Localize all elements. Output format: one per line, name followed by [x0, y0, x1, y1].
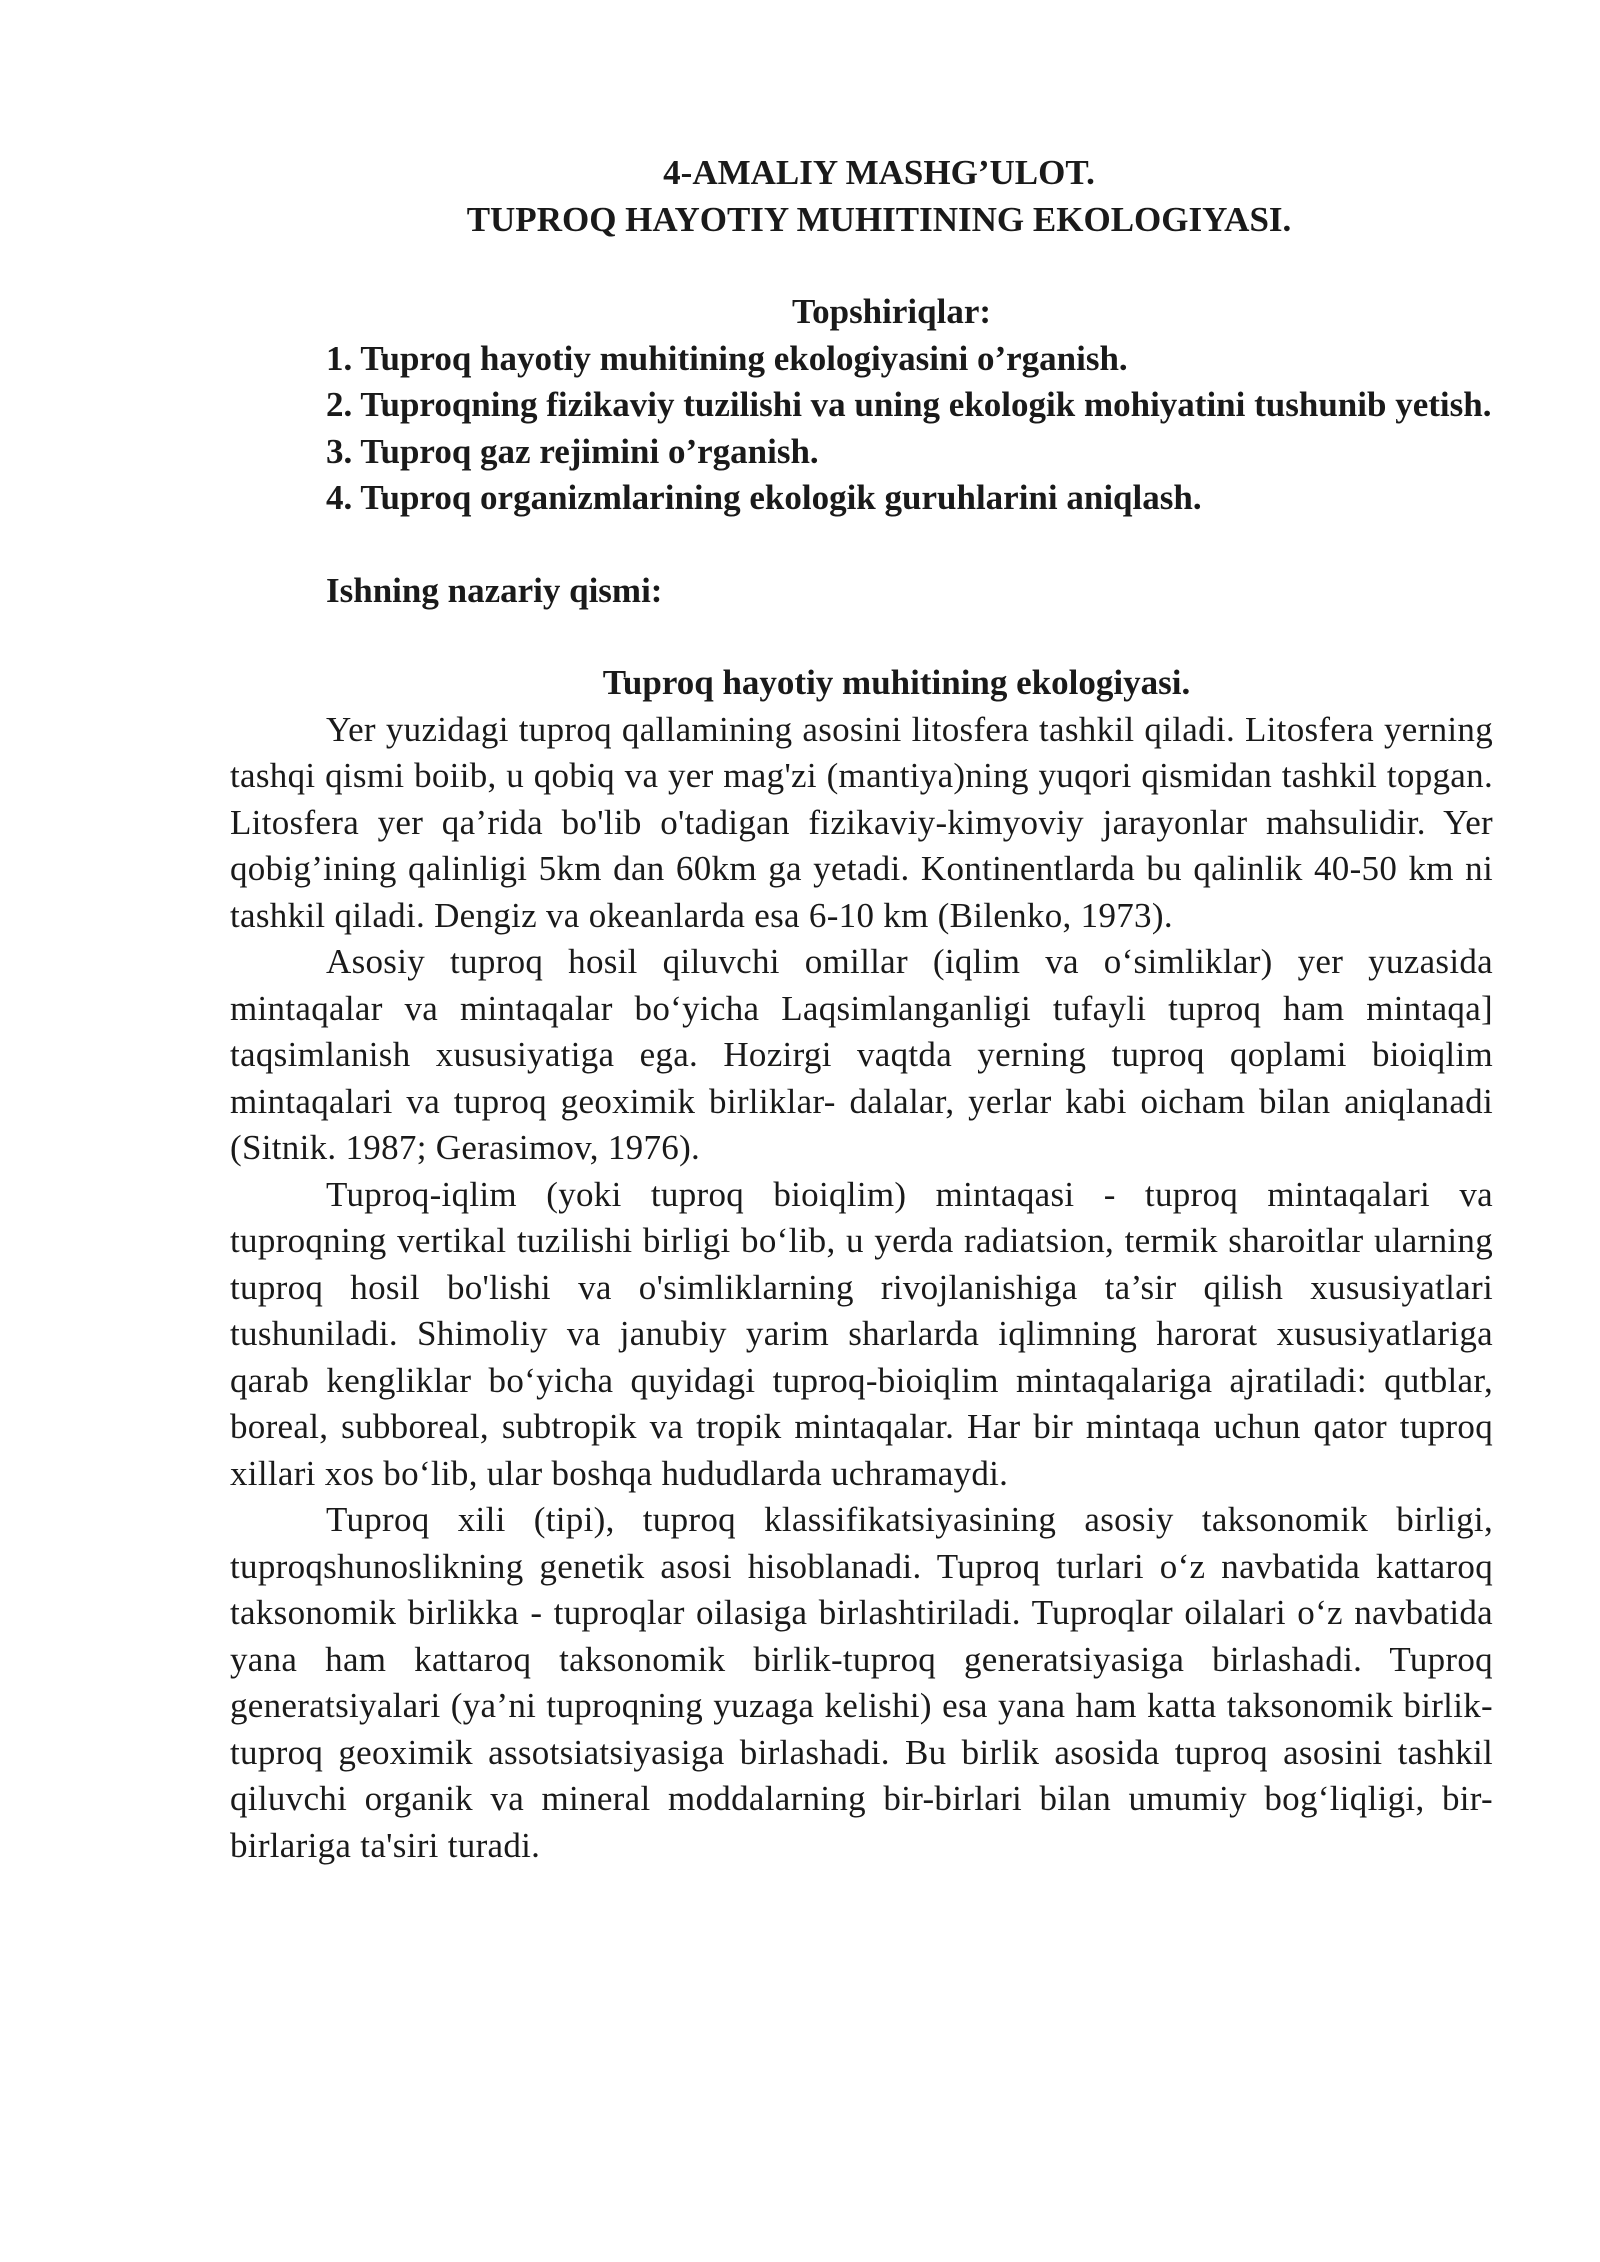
- theory-heading: Ishning nazariy qismi:: [326, 570, 663, 610]
- body-paragraph-2: Asosiy tuproq hosil qiluvchi omillar (iqlim va o‘simliklar) yer yuzasida mintaqalar va mintaqalar bo‘yicha Laqsimlanganligi tufayli tuproq ham mintaqa] taqsimlanish xususiyatiga ega. Hozirgi vaqtda yerning tuproq qoplami bioiqlim mintaqalari va tuproq geoximik birliklar- dalalar, yerlar kabi oicham bilan aniqlanadi (Sitnik. 1987; Gerasimov, 1976).: [230, 942, 1493, 1167]
- page-subtitle: TUPROQ HAYOTIY MUHITINING EKOLOGIYASI.: [466, 199, 1292, 239]
- task-item-3: 3. Tuproq gaz rejimini o’rganish.: [326, 431, 819, 471]
- section-title: Tuproq hayotiy muhitining ekologiyasi.: [602, 663, 1191, 702]
- body-paragraph-4: Tuproq xili (tipi), tuproq klassifikatsiyasining asosiy taksonomik birligi, tuproqshunoslikning genetik asosi hisoblanadi. Tuproq turlari o‘z navbatida kattaroq taksonomik birlikka - tuproqlar oilasiga birlashtiriladi. Tuproqlar oilalari o‘z navbatida yana ham kattaroq taksonomik birlik-tuproq generatsiyasiga birlashadi. Tuproq generatsiyalari (ya’ni tuproqning yuzaga kelishi) esa yana ham katta taksonomik birlik-tuproq geoximik assotsiatsiyasiga birlashadi. Bu birlik asosida tuproq asosini tashkil qiluvchi organik va mineral moddalarning bir-birlari bilan umumiy bog‘liqligi, bir-birlariga ta'siri turadi.: [230, 1500, 1493, 1865]
- task-item-2: 2. Tuproqning fizikaviy tuzilishi va uning ekologik mohiyatini tushunib yetish.: [326, 385, 1492, 424]
- tasks-heading: Topshiriqlar:: [791, 292, 992, 331]
- body-paragraph-1: Yer yuzidagi tuproq qallamining asosini litosfera tashkil qiladi. Litosfera yerning tashqi qismi boiib, u qobiq va yer mag'zi (mantiya)ning yuqori qismidan tashkil topgan. Litosfera yer qa’rida bo'lib o'tadigan fizikaviy-kimyoviy jarayonlar mahsulidir. Yer qobig’ining qalinligi 5km dan 60km ga yetadi. Kontinentlarda bu qalinlik 40-50 km ni tashkil qiladi. Dengiz va okeanlarda esa 6-10 km (Bilenko, 1973).: [230, 709, 1493, 935]
- task-item-1: 1. Tuproq hayotiy muhitining ekologiyasini o’rganish.: [326, 338, 1128, 378]
- body-paragraph-3: Tuproq-iqlim (yoki tuproq bioiqlim) mintaqasi - tuproq mintaqalari va tuproqning vertikal tuzilishi birligi bo‘lib, u yerda radiatsion, termik sharoitlar ularning tuproq hosil bo'lishi va o'simliklarning rivojlanishiga ta’sir qilish xususiyatlari tushuniladi. Shimoliy va janubiy yarim sharlarda iqlimning harorat xususiyatlariga qarab kengliklar bo‘yicha quyidagi tuproq-bioiqlim mintaqalariga ajratiladi: qutblar, boreal, subboreal, subtropik va tropik mintaqalar. Har bir mintaqa uchun qator tuproq xillari xos bo‘lib, ular boshqa hududlarda uchramaydi.: [230, 1174, 1493, 1493]
- task-item-4: 4. Tuproq organizmlarining ekologik guruhlarini aniqlash.: [326, 478, 1202, 517]
- page-title: 4-AMALIY MASHG’ULOT.: [663, 153, 1095, 192]
